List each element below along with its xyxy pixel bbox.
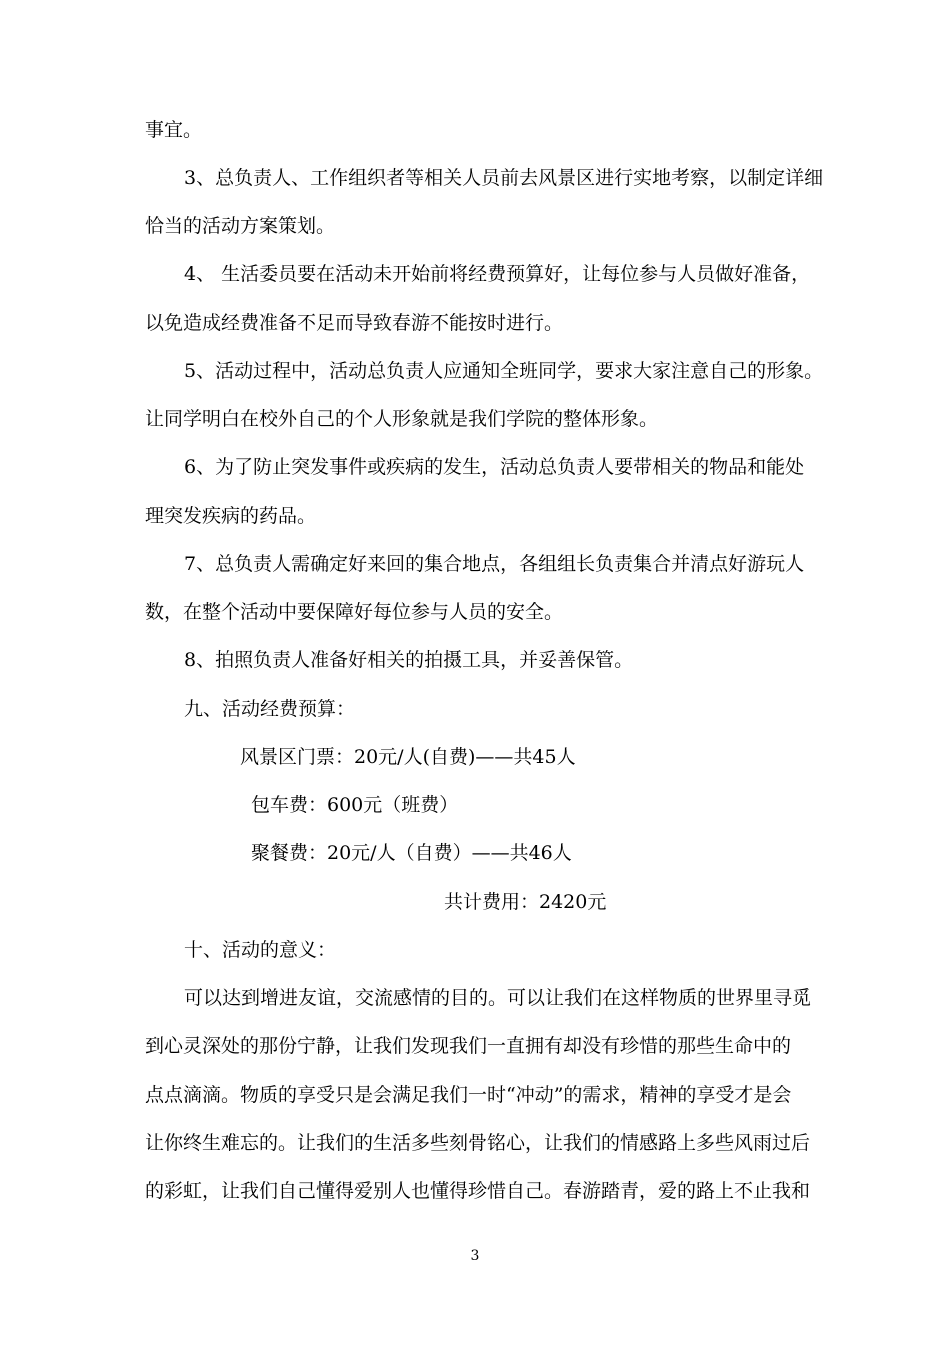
budget-item: 聚餐费：20元/人（自费）——共46人 [251,842,572,864]
text-line: 点点滴滴。物质的享受只是会满足我们一时“冲动”的需求，精神的享受才是会 [145,1084,792,1106]
text-line: 以免造成经费准备不足而导致春游不能按时进行。 [145,312,564,334]
section-heading: 九、活动经费预算： [184,698,356,720]
budget-item: 风景区门票：20元/人(自费)——共45人 [240,746,576,768]
text-line: 3、总负责人、工作组织者等相关人员前去风景区进行实地考察，以制定详细 [184,167,824,189]
text-line: 6、为了防止突发事件或疾病的发生，活动总负责人要带相关的物品和能处 [184,456,805,478]
text-line: 8、拍照负责人准备好相关的拍摄工具，并妥善保管。 [184,649,634,671]
text-line: 可以达到增进友谊，交流感情的目的。可以让我们在这样物质的世界里寻觅 [184,987,812,1009]
text-line: 理突发疾病的药品。 [145,505,317,527]
text-line: 恰当的活动方案策划。 [145,215,336,237]
text-line: 让你终生难忘的。让我们的生活多些刻骨铭心，让我们的情感路上多些风雨过后 [145,1132,811,1154]
page-number: 3 [470,1248,480,1264]
text-line: 事宜。 [145,119,203,141]
text-line: 的彩虹，让我们自己懂得爱别人也懂得珍惜自己。春游踏青，爱的路上不止我和 [145,1180,811,1202]
text-line: 5、活动过程中，活动总负责人应通知全班同学，要求大家注意自己的形象。 [184,360,824,382]
text-line: 4、 生活委员要在活动未开始前将经费预算好，让每位参与人员做好准备， [184,263,811,285]
budget-total: 共计费用：2420元 [444,891,607,913]
budget-item: 包车费：600元（班费） [251,794,459,816]
text-line: 7、总负责人需确定好来回的集合地点，各组组长负责集合并清点好游玩人 [184,553,805,575]
text-line: 到心灵深处的那份宁静，让我们发现我们一直拥有却没有珍惜的那些生命中的 [145,1035,792,1057]
text-line: 让同学明白在校外自己的个人形象就是我们学院的整体形象。 [145,408,659,430]
section-heading: 十、活动的意义： [184,939,337,961]
text-line: 数，在整个活动中要保障好每位参与人员的安全。 [145,601,564,623]
